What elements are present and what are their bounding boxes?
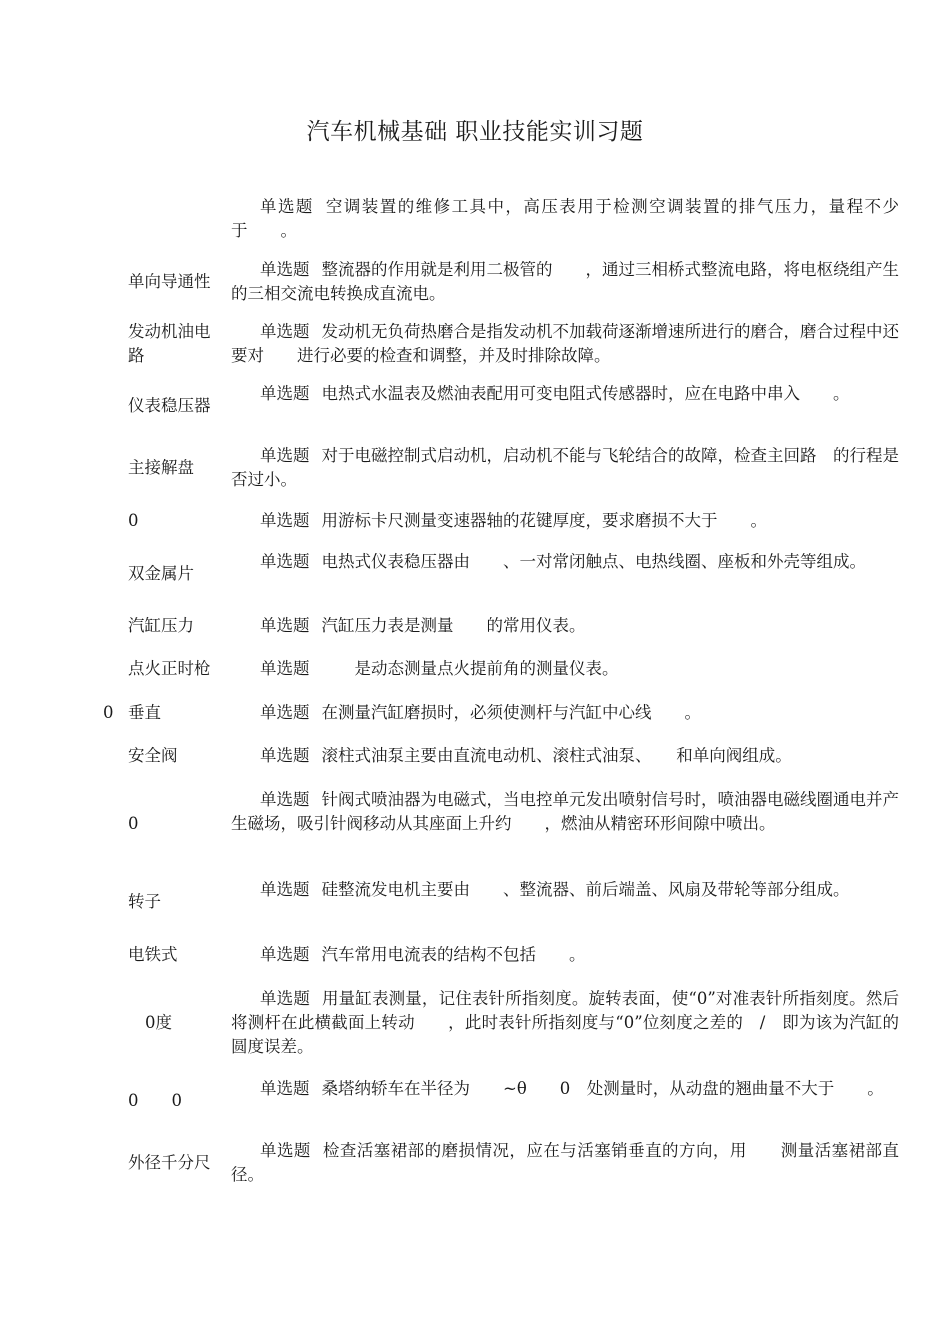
question-type: 单选题 xyxy=(260,446,310,465)
question-text: 单选题 对于电磁控制式启动机，启动机不能与飞轮结合的故障，检查主回路 的行程是否过小。 xyxy=(231,446,899,489)
question-text: 单选题 是动态测量点火提前角的测量仪表。 xyxy=(260,659,619,678)
question-text: 单选题 发动机无负荷热磨合是指发动机不加载荷逐渐增速所进行的磨合，磨合过程中还要对 进行必要的检查和调整，并及时排除故障。 xyxy=(231,322,899,365)
question-type: 单选题 xyxy=(260,197,314,216)
question-text: 单选题 检查活塞裙部的磨损情况，应在与活塞销垂直的方向，用 测量活塞裙部直径。 xyxy=(231,1141,899,1184)
answer-label: 外径千分尺 xyxy=(128,1153,211,1172)
answer-label: 0 xyxy=(128,511,139,530)
question-text: 单选题 在测量汽缸磨损时，必须使测杆与汽缸中心线 。 xyxy=(260,703,701,722)
question-text: 单选题 整流器的作用就是利用二极管的 ，通过三相桥式整流电路，将电枢绕组产生的三相交流电转换成直流电。 xyxy=(231,260,899,303)
question-type: 单选题 xyxy=(260,1141,311,1160)
page-title: 汽车机械基础 职业技能实训习题 xyxy=(306,119,644,145)
question-type: 单选题 xyxy=(260,703,310,722)
question-type: 单选题 xyxy=(260,746,310,765)
question-type: 单选题 xyxy=(260,322,310,341)
question-type: 单选题 xyxy=(260,511,310,530)
answer-label: 0 0 xyxy=(128,1091,182,1110)
answer-label: 转子 xyxy=(128,892,161,911)
question-text: 单选题 用量缸表测量，记住表针所指刻度。旋转表面，使“0”对准表针所指刻度。然后将测杆在此横截面上转动 ，此时表针所指刻度与“0”位刻度之差的 / 即为该为汽缸的圆度误差。 xyxy=(231,989,899,1056)
question-text: 单选题 滚柱式油泵主要由直流电动机、滚柱式油泵、 和单向阀组成。 xyxy=(260,746,792,765)
question-type: 单选题 xyxy=(260,880,310,899)
question-text: 单选题 汽车常用电流表的结构不包括 。 xyxy=(260,945,586,964)
answer-label: 单向导通性 xyxy=(128,272,211,291)
question-type: 单选题 xyxy=(260,552,310,571)
answer-label: 点火正时枪 xyxy=(128,659,211,678)
question-text: 单选题 空调装置的维修工具中，高压表用于检测空调装置的排气压力，量程不少于 。 xyxy=(231,197,900,240)
answer-label: 主接解盘 xyxy=(128,458,194,477)
answer-label: 仪表稳压器 xyxy=(128,396,211,415)
question-text: 单选题 汽缸压力表是测量 的常用仪表。 xyxy=(260,616,586,635)
question-type: 单选题 xyxy=(260,616,310,635)
question-type: 单选题 xyxy=(260,260,310,279)
answer-label: 安全阀 xyxy=(128,746,178,765)
answer-label: 发动机油电路 xyxy=(128,322,211,365)
answer-label: 0度 xyxy=(145,1013,172,1032)
question-text: 单选题 针阀式喷油器为电磁式，当电控单元发出喷射信号时，喷油器电磁线圈通电并产生磁场，吸引针阀移动从其座面上升约 ，燃油从精密环形间隙中喷出。 xyxy=(231,790,899,833)
question-type: 单选题 xyxy=(260,945,310,964)
question-type: 单选题 xyxy=(260,659,310,678)
answer-label: 垂直 xyxy=(128,703,161,722)
question-type: 单选题 xyxy=(260,790,310,809)
answer-label: 电铁式 xyxy=(128,945,178,964)
question-text: 单选题 桑塔纳轿车在半径为 ~θ 0 处测量时，从动盘的翘曲量不大于 。 xyxy=(260,1079,884,1098)
question-type: 单选题 xyxy=(260,989,310,1008)
question-type: 单选题 xyxy=(260,1079,310,1098)
question-type: 单选题 xyxy=(260,384,310,403)
question-text: 单选题 用游标卡尺测量变速器轴的花键厚度，要求磨损不大于 。 xyxy=(260,511,767,530)
answer-label: 0 xyxy=(128,814,139,833)
answer-label: 双金属片 xyxy=(128,564,194,583)
question-number: 0 xyxy=(103,703,114,722)
question-text: 单选题 电热式仪表稳压器由 、一对常闭触点、电热线圈、座板和外壳等组成。 xyxy=(260,552,866,571)
question-text: 单选题 电热式水温表及燃油表配用可变电阻式传感器时，应在电路中串入 。 xyxy=(260,384,850,403)
question-text: 单选题 硅整流发电机主要由 、整流器、前后端盖、风扇及带轮等部分组成。 xyxy=(260,880,850,899)
answer-label: 汽缸压力 xyxy=(128,616,194,635)
